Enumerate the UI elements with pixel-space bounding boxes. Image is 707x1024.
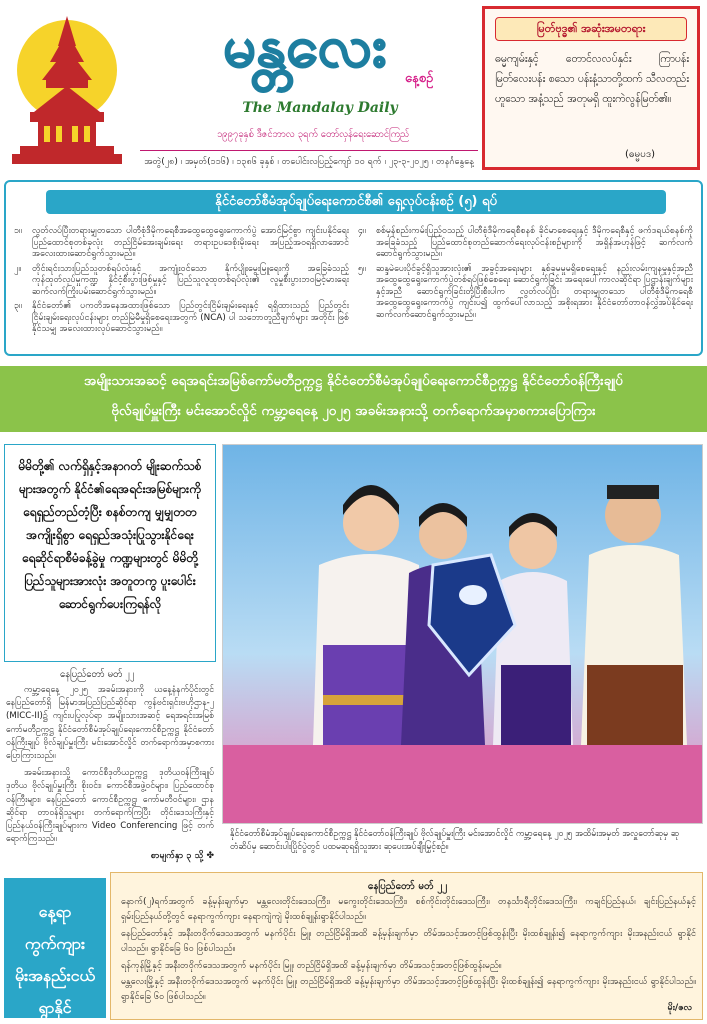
objectives-list-right xyxy=(358,226,693,324)
objective-item: ၅။ ဆန္ဒမဲပေးပိုင်ခွင့်ရှိသူအားလုံး၏ အခွင့်အရေးများ နှစ်ခုမမှုမရှိစေရေးနှင့် နည်းလမ်းကျနမှုနှင့်အညီ အထွေထွေရွေးကောက်ပွဲတစ်ရပ်ဖြစ်စေရေး ဆောင်ရွက်ခြင်း အရေးပေါ်ကာလဆိုင်ရာ ပြဋ္ဌာန်းချက်များနှင့်အညီ ဆောင်ရွက်ခြင်းတို့ပြီးစီးပါက လွတ်လပ်ပြီး တရားမျှတသော ပါတီစုံဒီမိုကရေစီအထွေထွေရွေးကောက်ပွဲ ကျင်းပ၍ ထွက်ပေါ်လာသည့် အစိုးရအား နိုင်ငံတော်တာဝန်လွှဲအပ်နိုင်ရေး ဆက်လက်ဆောင်ရွက်သွားမည်။ xyxy=(358,263,693,320)
issue-line: အတွဲ(၂၈) ၊ အမှတ်(၁၁၆) ၊ ၁၃၈၆ ခုနှစ် ၊ တပေါင်းလပြည့်ကျော် ၁၀ ရက် ၊ ၂၃-၃-၂၀၂၅ ၊ တနင်္ဂနွေနေ့ xyxy=(140,150,478,172)
masthead-subtitle: နေ့စဉ် xyxy=(405,71,434,86)
svg-text:မန္တလေး: မန္တလေး xyxy=(223,12,387,80)
dateline: နေပြည်တော် မတ် ၂၂ xyxy=(60,669,135,680)
objective-item: ၃။ နိုင်ငံတော်၏ ပကတိအနေအထားဖြစ်သော ပြည်တွင်းငြိမ်းချမ်းရေးနှင့် ရရှိထားသည့် ပြည်တွင်း ငြိမ်းချမ်းရေးလုပ်ငန်းများ တည်မြဲမီမှုရှိစေရေးအတွက် (NCA) ပါ သဘောတူညီချက်များ အတိုင်း ဖြစ်နိုင်သမျှ အလေးထားလုပ်ဆောင်သွားမည်။ xyxy=(14,301,349,334)
banner-line-2: ဗိုလ်ချုပ်မှူးကြီး မင်းအောင်လှိုင် ကမ္ဘာ့ရေနေ့ ၂၀၂၅ အခမ်းအနားသို့ တက်ရောက်အမှာစကားပြောကြား xyxy=(111,403,596,419)
lead-article-body xyxy=(6,684,214,864)
lead-photo xyxy=(222,444,703,824)
weather-label-line: ကွက်ကျား xyxy=(24,934,86,953)
weather-label-line: နေ့ရာ xyxy=(38,902,72,921)
objective-item: ၄။ စစ်မှန်စည်းကမ်းပြည့်ဝသည့် ပါတီစုံဒီမိုကရေစီစနစ် ခိုင်မာစေရေးနှင့် ဒီမိုကရေစီနှင့် ဖက်ဒရယ်စနစ်ကိုအခြေခံသည့် ပြည်ထောင်စုတည်ဆောက်ရေးလုပ်ငန်းစဉ်များကို အရှိန်အဟုန်ဖြင့် ဆက်လက်ဆောင်ရွက်သွားမည်။ xyxy=(358,226,693,259)
newspaper-logo xyxy=(8,8,126,168)
weather-label-line: ရွာနိုင် xyxy=(38,998,72,1017)
photo-caption: နိုင်ငံတော်စီမံအုပ်ချုပ်ရေးကောင်စီဥက္ကဋ္ဌ နိုင်ငံတော်ဝန်ကြီးချုပ် ဗိုလ်ချုပ်မှူးကြီး မင်းအောင်လှိုင် ကမ္ဘာ့ရေနေ့ ၂၀၂၅ အထိမ်းအမှတ် အလှူတော်ဆုမှ ဆုတံဆိပ်မှ ဆောင်းပါးပြိုင်ပွဲတွင် ပထမဆုရရှိသူအား ဆုပေးအပ်ချီးမြှင့်စဉ်။ xyxy=(230,829,680,852)
motto-title: မြတ်ဗုဒ္ဓ၏ အဆုံးအမတရား xyxy=(495,17,687,41)
motto-reference: (ဓမ္မပဒ) xyxy=(625,149,656,160)
weather-forecast-box xyxy=(110,872,703,1020)
objective-item: ၁။ လွတ်လပ်ပြီးတရားမျှတသော ပါတီစုံဒီမိုကရေစီအထွေထွေရွေးကောက်ပွဲ အောင်မြင်စွာ ကျင်းပနိုင်ရေး ပြည်ထောင်စုတစ်ခုလုံး တည်ငြိမ်အေးချမ်းရေး တရားဥပဒေစိုးမိုးရေး အပြည့်အဝရရှိလာအောင် အလေးထားဆောင်ရွက်သွားမည်။ xyxy=(14,226,349,259)
article-paragraph: အခမ်းအနားသို့ ကောင်စီဒုတိယဥက္ကဋ္ဌ ဒုတိယဝန်ကြီးချုပ် ဒုတိယ ဗိုလ်ချုပ်မှူးကြီး စိုးဝင်း၊ ကောင်စီအဖွဲ့ဝင်များ၊ ပြည်ထောင်စုဝန်ကြီးများ၊ နေပြည်တော် ကောင်စီဥက္ကဋ္ဌ၊ ကော်မတီဝင်များ၊ ဌာနဆိုင်ရာ တာဝန်ရှိသူများ တက်ရောက်ကြပြီး တိုင်းဒေသကြီးနှင့် ပြည်နယ်ဝန်ကြီးချုပ်များက Video Conferencing ဖြင့် တက်ရောက်ကြသည်။ xyxy=(6,768,214,845)
weather-label-line: မိုးအနည်းငယ် xyxy=(14,966,96,985)
objectives-title: နိုင်ငံတော်စီမံအုပ်ချုပ်ရေးကောင်စီ၏ ရှေ့လုပ်ငန်းစဉ် (၅) ရပ် xyxy=(46,190,666,214)
weather-source: မိုး/ဇလ xyxy=(667,1003,692,1013)
continued-link[interactable]: စာမျက်နှာ ၃ သို့ ✤ xyxy=(150,851,214,862)
objective-item: ၂။ တိုင်းရင်းသားပြည်သူတစ်ရပ်လုံးနှင့် အကျုံးဝင်သော နိုက်ပျိုးမွေးမြူရေးကို အခြေခံသည့် ကုန်ထုတ်လုပ်မှုကဏ္ဍ နိုင်ငံ့စီးပွားဖြစ်မှုနှင့် ပြည်သူလူထုတစ်ရပ်လုံး၏ လူမှုစီးပွားဘဝမြင့်မားရေး ဆက်လက်ကြိုးပမ်းဆောင်ရွက်သွားမည်။ xyxy=(14,263,349,297)
weather-item: နေပြည်တော်နှင့် အနီးတဝိုက်ဒေသအတွက် မနက်ပိုင်း မြူ၊ တည်ငြိမ်ရှိအထိ ခန့်မှန်းချက်မှာ တိမ်အသင့်အတင့်ဖြစ်ထွန်းပြီး မိုးထစ်ချုန်း၍ နေရာကွက်ကျား မိုးအနည်းငယ် ရွာနိုင်ပါသည်။ ရွာနိုင်ခြေ ၆၀ ဖြစ်ပါသည်။ xyxy=(121,929,696,954)
objectives-list-left xyxy=(14,226,349,339)
banner-line-1: အမျိုးသားအဆင့် ရေအရင်းအမြစ်ကော်မတီဥက္ကဋ္ဌ နိုင်ငံတော်စီမံအုပ်ချုပ်ရေးကောင်စီဥက္ကဋ္ဌ နိုင်ငံတော်ဝန်ကြီးချုပ် xyxy=(83,373,624,389)
masthead-tagline: ၁၉၉၇ခုနှစ် ဒီဇင်ဘာလ ၃ရက် တော်လှန်ရေးဆောင်ကြည် xyxy=(216,129,410,140)
english-title: The Mandalay Daily xyxy=(242,100,398,116)
weather-label xyxy=(4,878,106,1018)
lead-banner-headline xyxy=(0,366,707,432)
lead-subheadline-box xyxy=(4,444,216,662)
weather-item: ရန်ကုန်မြို့နှင့် အနီးတဝိုက်ဒေသအတွက် မနက်ပိုင်း မြူ၊ တည်ငြိမ်ရှိအထိ ခန့်မှန်းချက်မှာ တိမ်အသင့်အတင့်ဖြစ်ထွန်းမည်။ xyxy=(121,961,502,971)
objectives-box xyxy=(4,180,703,356)
motto-text: ဓမ္မကျမ်းနှင့် တောင်လလပ်နှင်း ကြာပန်း မြတ်လေးပန်း စသော ပန်းနံ့သာတို့ထက် သီလတည်းဟူသော အနံ့သည် အတုမရှိ ထူးကဲလွန်မြတ်၏။ xyxy=(495,53,689,105)
weather-item: နောက်(၂)ရက်အတွက် ခန့်မှန်းချက်မှာ မန္တလေးတိုင်းဒေသကြီး၊ မကွေးတိုင်းဒေသကြီး၊ စစ်ကိုင်းတိုင်းဒေသကြီး၊ တနင်္သာရီတိုင်းဒေသကြီး၊ ကချင်ပြည်နယ်၊ ချင်းပြည်နယ်နှင့် ရှမ်းပြည်နယ်တို့တွင် နေရာကွက်ကျား နေရာကျဲကျဲ မိုးထစ်ချုန်းရွာနိုင်ပါသည်။ xyxy=(121,897,696,922)
masthead xyxy=(0,0,707,174)
weather-item: မန္တလေးမြို့နှင့် အနီးတဝိုက်ဒေသအတွက် မနက်ပိုင်း မြူ၊ တည်ငြိမ်ရှိအထိ ခန့်မှန်းချက်မှာ တိမ်အသင့်အတင့်ဖြစ်ထွန်းပြီး မိုးထစ်ချုန်း၍ နေရာကွက်ကျား မိုးအနည်းငယ် ရွာနိုင်ပါသည်။ ရွာနိုင်ခြေ ၆၀ ဖြစ်ပါသည်။ xyxy=(121,977,696,1002)
article-paragraph: ကမ္ဘာ့ရေနေ့ ၂၀၂၅ အခမ်းအနားကို ယနေ့နံနက်ပိုင်းတွင် နေပြည်တော်ရှိ မြန်မာအပြည်ပြည်ဆိုင်ရာ ကွန်ဗင်းရှင်းဗဟိုဌာန-၂ (MICC-II)၌ ကျင်းပပြုလုပ်ရာ အမျိုးသားအဆင့် ရေအရင်းအမြစ် ကော်မတီဥက္ကဋ္ဌ နိုင်ငံတော်စီမံအုပ်ချုပ်ရေးကောင်စီဥက္ကဋ္ဌ နိုင်ငံတော် ဝန်ကြီးချုပ် ဗိုလ်ချုပ်မှူးကြီး မင်းအောင်လှိုင် တက်ရောက်အမှာစကား ပြောကြားသည်။ xyxy=(6,685,214,762)
motto-box xyxy=(482,6,700,170)
lead-subheadline: မိမိတို့၏ လက်ရှိနှင့်အနာဂတ် မျိုးဆက်သစ်များအတွက် နိုင်ငံ၏ရေအရင်းအမြစ်များကို ရေရှည်တည်တံ့ပြီး စနစ်တကျ မျှမျှတတ အကျိုးရှိစွာ ရေရှည်အသုံးပြုသွားနိုင်ရေး ရေဆိုင်ရာစီမံခန့်ခွဲမှု ကဏ္ဍများတွင် မိမိတို့ပြည်သူများအားလုံး အတူတကွ ပူးပေါင်းဆောင်ရွက်ပေးကြရန်လို xyxy=(18,459,202,611)
weather-dateline: နေပြည်တော် မတ် ၂၂ xyxy=(367,881,448,892)
